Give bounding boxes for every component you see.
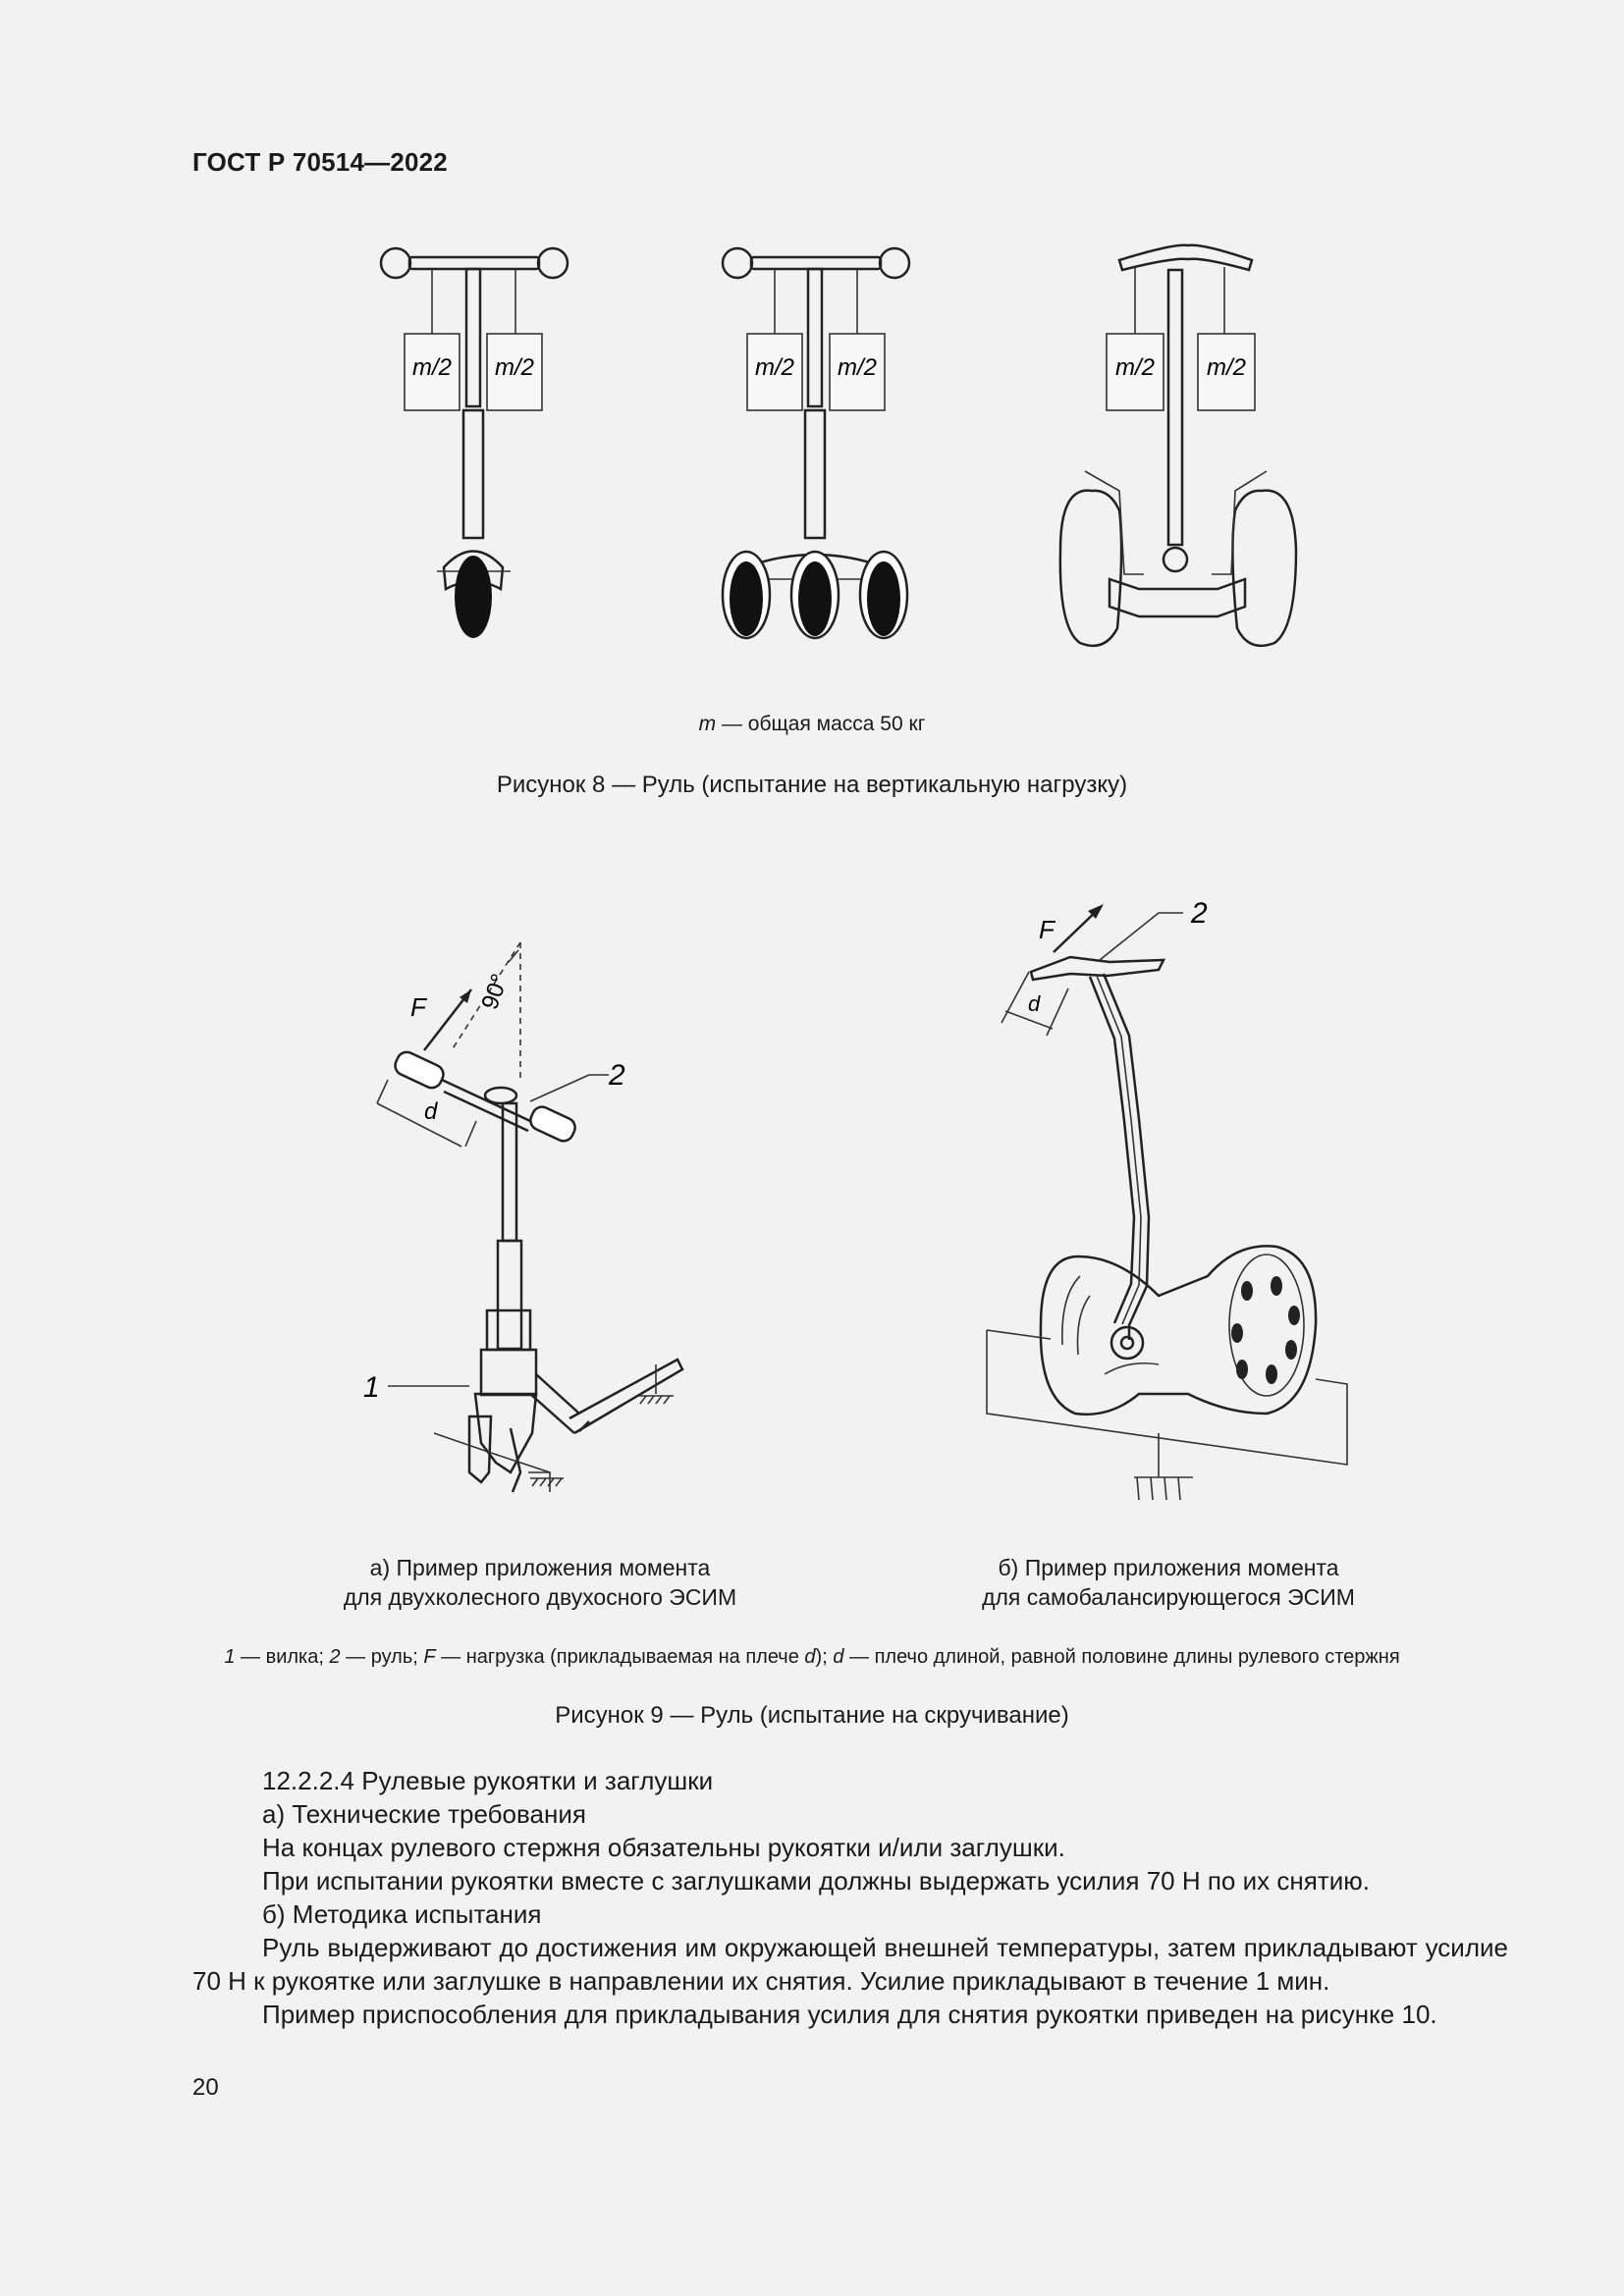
subcaption-line: для самобалансирующегося ЭСИМ <box>982 1584 1355 1610</box>
legend-text: ); <box>815 1646 834 1668</box>
callout-2: 2 <box>609 1059 625 1092</box>
paragraph: На концах рулевого стержня обязательны рукоятки и/или заглушки. <box>262 1833 1065 1862</box>
paragraph: Пример приспособления для прикладывания усилия для снятия рукоятки приведен на рисунке 10. <box>262 2000 1437 2029</box>
legend-key: 1 <box>224 1646 236 1668</box>
arm-label: d <box>1028 991 1041 1016</box>
legend-text: — плечо длиной, равной половине длины рулевого стержня <box>843 1646 1400 1668</box>
figure-8-caption: Рисунок 8 — Руль (испытание на вертикальную нагрузку) <box>496 772 1128 798</box>
figure-8-scooter-three-wheels <box>723 248 909 638</box>
mass-label: m/2 <box>1206 354 1247 381</box>
legend-key: F <box>423 1646 436 1668</box>
subcaption-line: б) Пример приложения момента <box>998 1555 1339 1580</box>
document-header: ГОСТ Р 70514—2022 <box>192 147 448 177</box>
figure-9-drawing <box>0 864 1624 1551</box>
figure-9a-scooter-torque <box>363 942 682 1492</box>
legend-text: — общая масса 50 кг <box>716 713 926 735</box>
figure-9b-subcaption <box>923 1553 1414 1612</box>
section-heading: 12.2.2.4 Рулевые рукоятки и заглушки <box>262 1766 714 1795</box>
legend-text: — вилка; <box>235 1646 330 1668</box>
force-label: F <box>410 992 426 1022</box>
paragraph: При испытании рукоятки вместе с заглушками должны выдержать усилия 70 Н по их снятию. <box>262 1866 1370 1896</box>
callout-1: 1 <box>363 1371 380 1404</box>
mass-label: m/2 <box>837 354 878 381</box>
subcaption-line: а) Пример приложения момента <box>369 1555 711 1580</box>
arm-label: d <box>424 1098 438 1125</box>
angle-label: 90° <box>476 970 514 1014</box>
legend-key: d <box>833 1646 844 1668</box>
callout-2: 2 <box>1191 897 1208 930</box>
legend-key: 2 <box>329 1646 341 1668</box>
subsection-heading: б) Методика испытания <box>262 1899 542 1929</box>
figure-8-legend <box>0 713 1624 736</box>
subsection-heading: а) Технические требования <box>262 1799 586 1829</box>
mass-label: m/2 <box>494 354 535 381</box>
mass-label: m/2 <box>411 354 453 381</box>
legend-symbol-m: m <box>698 713 717 735</box>
figure-9a-subcaption <box>295 1553 785 1612</box>
figure-9b-self-balancing-torque <box>987 897 1347 1500</box>
force-label: F <box>1039 915 1055 944</box>
page-number: 20 <box>192 2074 219 2101</box>
subcaption-line: для двухколесного двухосного ЭСИМ <box>343 1584 737 1610</box>
mass-label: m/2 <box>754 354 795 381</box>
legend-text: — нагрузка (прикладываемая на плече <box>435 1646 805 1668</box>
figure-9-caption: Рисунок 9 — Руль (испытание на скручивание) <box>555 1702 1069 1729</box>
figure-8-drawing <box>0 0 1624 687</box>
legend-key: d <box>804 1646 816 1668</box>
figure-9-legend <box>0 1646 1624 1669</box>
paragraph: Руль выдерживают до достижения им окружающей внешней температуры, затем прикладывают усилие 70 Н к рукоятке или заглушке в направлении их снятия. Усилие прикладывают в течение 1 мин. <box>192 1933 1508 1996</box>
figure-8-self-balancing-scooter <box>1060 245 1296 646</box>
figure-8-scooter-single-wheel <box>381 248 568 638</box>
legend-text: — руль; <box>340 1646 424 1668</box>
mass-label: m/2 <box>1114 354 1156 381</box>
body-text <box>192 1764 1508 2031</box>
